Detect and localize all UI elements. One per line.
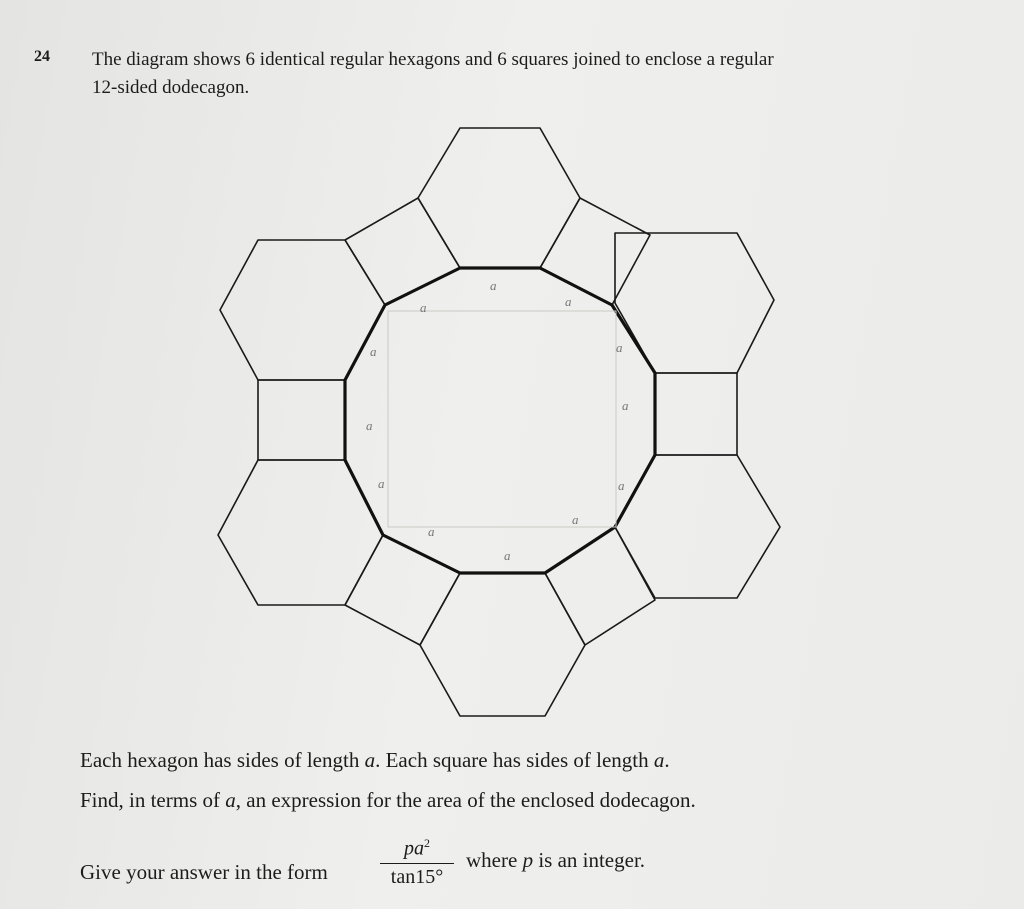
intro-line-1: The diagram shows 6 identical regular hexagons and 6 squares joined to enclose a regular (92, 49, 774, 70)
square-2 (540, 198, 650, 305)
hexagon-3 (615, 455, 780, 598)
hexagon-6 (220, 240, 385, 380)
square-3 (655, 373, 737, 455)
question-number: 24 (34, 48, 50, 65)
pencil-square-guide (388, 311, 616, 527)
side-label-10: a (428, 524, 435, 539)
answer-form-text: Give your answer in the form (80, 860, 328, 884)
answer-form-fraction (380, 836, 454, 889)
intro-line-2: 12-sided dodecagon. (92, 77, 250, 98)
task-text: Find, in terms of a, an expression for the area of the enclosed dodecagon. (80, 788, 696, 812)
hexagon-5 (218, 460, 383, 605)
side-label-12: a (504, 548, 511, 563)
side-label-1: a (490, 278, 497, 293)
given-sides-text: Each hexagon has sides of length a. Each square has sides of length a. (80, 748, 670, 772)
hexagon-4 (420, 573, 585, 716)
fraction-numerator: $pa^2$ (380, 836, 454, 864)
square-1 (345, 198, 460, 305)
square-6 (258, 380, 345, 460)
square-5 (345, 535, 460, 645)
integer-condition-text: where p is an integer. (466, 848, 646, 872)
fraction-denominator: tan15° (390, 865, 444, 888)
side-label-6: a (366, 418, 373, 433)
side-label-2: a (420, 300, 427, 315)
side-label-11: a (572, 512, 579, 527)
hexagon-1 (418, 128, 580, 268)
side-label-7: a (622, 398, 629, 413)
side-label-3: a (565, 294, 572, 309)
side-label-9: a (618, 478, 625, 493)
side-label-8: a (378, 476, 385, 491)
side-label-5: a (616, 340, 623, 355)
side-label-4: a (370, 344, 377, 359)
square-4 (545, 527, 655, 645)
